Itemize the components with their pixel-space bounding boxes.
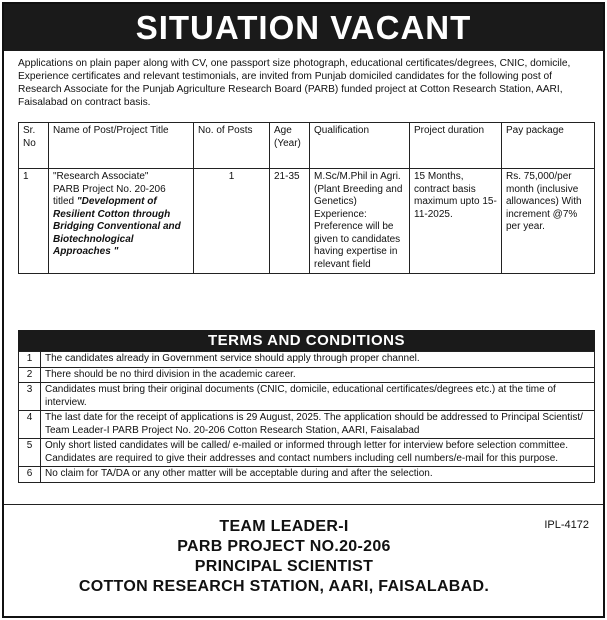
posts-table-header <box>19 123 595 169</box>
signatory-address: COTTON RESEARCH STATION, AARI, FAISALABAD. <box>78 578 490 595</box>
table-row <box>19 169 595 274</box>
term-number: 6 <box>19 467 41 483</box>
header-qualification: Qualification <box>310 123 410 169</box>
signatory-designation: PRINCIPAL SCIENTIST <box>194 558 374 575</box>
terms-table <box>18 351 595 483</box>
signatory <box>64 517 504 597</box>
term-text: There should be no third division in the academic career. <box>41 367 595 383</box>
project-number: PARB Project No. 20-206 <box>53 183 166 195</box>
project-title: "Development of Resilient Cotton through Bridging Conventional and Biotechnological Approaches " <box>53 196 181 257</box>
header-age: Age (Year) <box>270 123 310 169</box>
list-item <box>19 467 595 483</box>
cell-project-duration: 15 Months, contract basis maximum upto 15-11-2025. <box>410 169 502 274</box>
header-no-of-posts: No. of Posts <box>194 123 270 169</box>
list-item <box>19 367 595 383</box>
header-project-duration: Project duration <box>410 123 502 169</box>
cell-pay-package: Rs. 75,000/per month (inclusive allowances) With increment @7% per year. <box>502 169 595 274</box>
term-text: Only short listed candidates will be called/ e-mailed or informed through letter for interview before selection committee. Candidates are required to give their addresses and contact numbers including cell numbers/e-mail for this purpose. <box>41 439 595 467</box>
cell-age: 21-35 <box>270 169 310 274</box>
advertisement <box>2 2 605 618</box>
page-title: SITUATION VACANT <box>4 4 603 51</box>
cell-no-of-posts: 1 <box>194 169 270 274</box>
cell-sr-no: 1 <box>19 169 49 274</box>
term-text: Candidates must bring their original documents (CNIC, domicile, educational certificates/degrees etc.) at the time of interview. <box>41 383 595 411</box>
intro-paragraph: Applications on plain paper along with CV, one passport size photograph, educational certificates/degrees, CNIC, domicile, Experience certificates and relevant testimonials, are invited from Punjab domiciled candidates for the following post of Research Associate for the Punjab Agriculture Research Board (PARB) funded project at Cotton Research Station, AARI, Faisalabad on contract basis. <box>18 58 571 108</box>
term-number: 3 <box>19 383 41 411</box>
posts-table <box>18 122 595 274</box>
post-title: "Research Associate" <box>53 171 149 182</box>
cell-post-name <box>49 169 194 274</box>
header-sr-no: Sr. No <box>19 123 49 169</box>
header-pay-package: Pay package <box>502 123 595 169</box>
signatory-title: TEAM LEADER-I <box>219 518 349 535</box>
signature-block <box>4 504 603 616</box>
list-item <box>19 352 595 368</box>
term-number: 4 <box>19 411 41 439</box>
term-text: The candidates already in Government service should apply through proper channel. <box>41 352 595 368</box>
term-text: No claim for TA/DA or any other matter will be acceptable during and after the selection. <box>41 467 595 483</box>
reference-number: IPL-4172 <box>544 519 589 531</box>
list-item <box>19 439 595 467</box>
list-item <box>19 383 595 411</box>
term-number: 5 <box>19 439 41 467</box>
titled-label: titled <box>53 196 75 207</box>
terms-heading: TERMS AND CONDITIONS <box>18 330 595 351</box>
header-post-name: Name of Post/Project Title <box>49 123 194 169</box>
signatory-project: PARB PROJECT NO.20-206 <box>177 538 391 555</box>
term-number: 2 <box>19 367 41 383</box>
cell-qualification: M.Sc/M.Phil in Agri. (Plant Breeding and Genetics) Experience: Preference will be given to candidates having expertise in relevant field <box>310 169 410 274</box>
list-item <box>19 411 595 439</box>
term-text: The last date for the receipt of applications is 29 August, 2025. The application should be addressed to Principal Scientist/ Team Leader-I PARB Project No. 20-206 Cotton Research Station, AARI, Faisalabad <box>41 411 595 439</box>
term-number: 1 <box>19 352 41 368</box>
